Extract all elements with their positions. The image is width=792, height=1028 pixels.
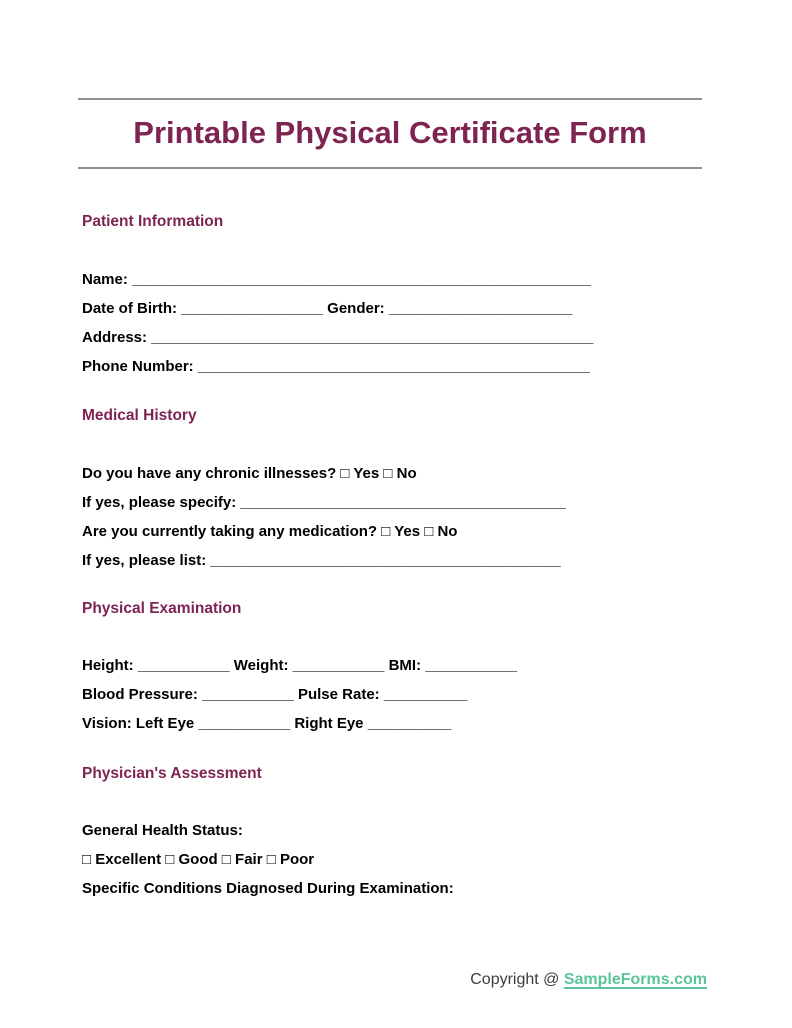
medical-history-lines [82,459,722,575]
section-medical-history [82,405,722,575]
header-bottom-rule [78,167,702,169]
section-patient-information [82,211,722,381]
page-title: Printable Physical Certificate Form [133,115,647,150]
section-heading-physical-examination: Physical Examination [82,600,242,617]
sampleforms-link[interactable]: SampleForms.com [563,971,707,988]
section-heading-patient-information: Patient Information [82,213,224,230]
general-health-status-line: General Health Status: [82,822,243,839]
height-weight-bmi-line: Height: ___________ Weight: ___________ BMI: ___________ [82,657,517,674]
physical-examination-lines [82,651,722,738]
section-heading-medical-history: Medical History [82,407,197,424]
specific-conditions-line: Specific Conditions Diagnosed During Examination: [82,880,454,897]
physicians-assessment-lines [82,816,722,903]
medication-question-line: Are you currently taking any medication? □ Yes □ No [82,523,458,540]
chronic-illness-question-line: Do you have any chronic illnesses? □ Yes □ No [82,465,417,482]
health-status-options-line: □ Excellent □ Good □ Fair □ Poor [82,851,315,868]
copyright-text: Copyright @ [470,971,564,988]
chronic-illness-specify-line: If yes, please specify: _______________________________________ [82,494,566,511]
address-line: Address: _____________________________________________________ [82,329,594,346]
copyright-footer [470,969,707,991]
section-physicians-assessment [82,763,722,903]
vision-line: Vision: Left Eye ___________ Right Eye __________ [82,715,452,732]
phone-number-line: Phone Number: _______________________________________________ [82,358,590,375]
section-heading-physicians-assessment: Physician's Assessment [82,765,262,782]
section-physical-examination [82,598,722,738]
medication-list-line: If yes, please list: __________________________________________ [82,552,561,569]
form-body [82,211,722,903]
blood-pressure-pulse-line: Blood Pressure: ___________ Pulse Rate: __________ [82,686,468,703]
dob-gender-line: Date of Birth: _________________ Gender: ______________________ [82,300,573,317]
name-line: Name: _______________________________________________________ [82,271,591,288]
document-header [78,98,702,169]
patient-information-lines [82,265,722,381]
